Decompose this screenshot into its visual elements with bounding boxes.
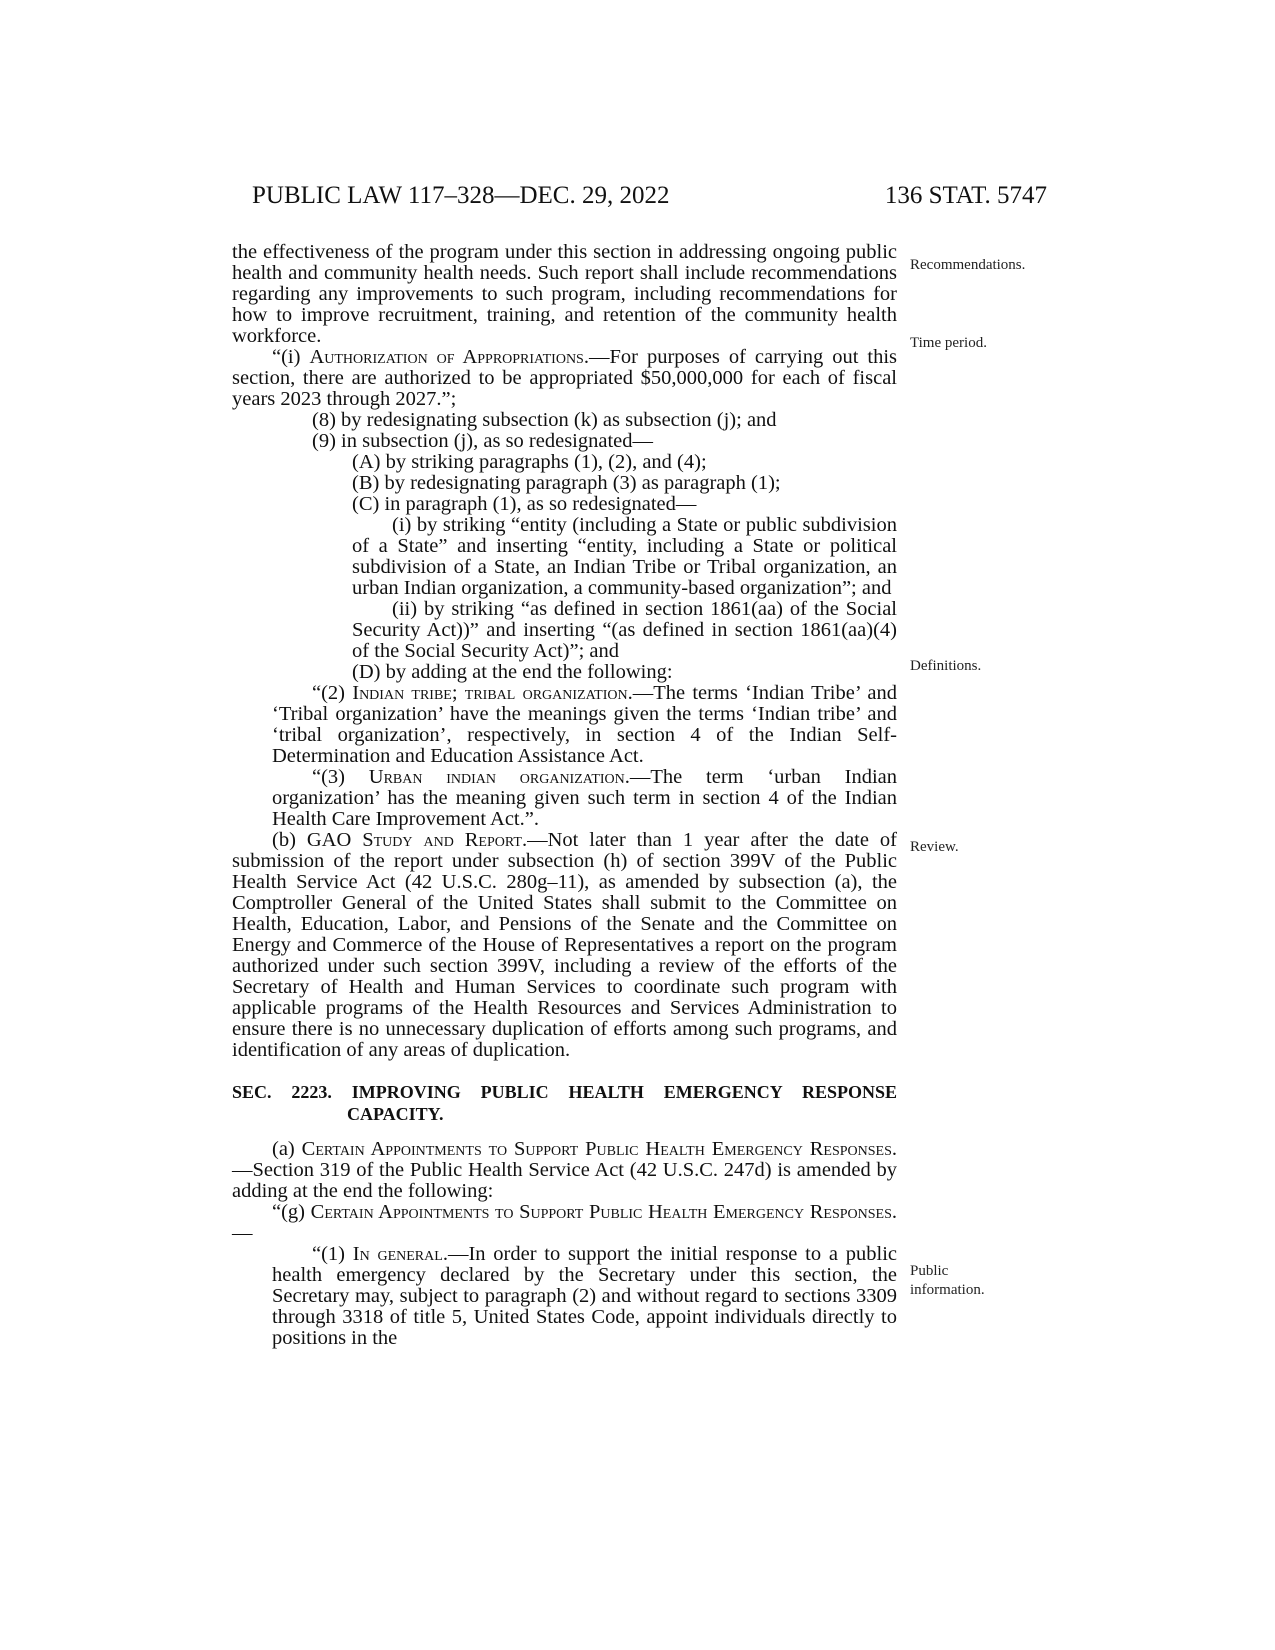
- paragraph-label: “(2): [312, 682, 353, 704]
- paragraph-heading: Study and Report: [362, 829, 522, 851]
- paragraph-heading: Certain Appointments to Support Public Health Emergency Responses: [310, 1201, 892, 1223]
- document-body: [232, 242, 897, 1349]
- definition-urban-indian-organization: [232, 767, 897, 830]
- paragraph-label: “(1): [312, 1243, 353, 1265]
- paragraph-label: (a): [272, 1138, 302, 1160]
- stat-page-number: 136 STAT. 5747: [884, 182, 1047, 209]
- clause-ii: (ii) by striking “as defined in section 1861(aa) of the Social Security Act))” and inserting “(as defined in section 1861(aa)(4) of the Social Security Act)”; and: [352, 598, 897, 662]
- paragraph-gao-study: [232, 830, 897, 1061]
- section-heading: SEC. 2223. IMPROVING PUBLIC HEALTH EMERGENCY RESPONSE CAPACITY.: [232, 1082, 897, 1124]
- paragraph-in-general: [232, 1244, 897, 1349]
- paragraph-text: .—Not later than 1 year after the date of submission of the report under subsection (h) of section 399V of the Public Health Service Act (42 U.S.C. 280g–11), as amended by subsection (a), the Comptroller General of the United States shall submit to the Committee on Health, Education, Labor, and Pensions of the Senate and the Committee on Energy and Commerce of the House of Representatives a report on the program authorized under such section 399V, including a review of the efforts of the Secretary of Health and Human Services to coordinate such program with applicable programs of the Health Resources and Services Administration to ensure there is no unnecessary duplication of efforts among such programs, and identification of any areas of duplication.: [232, 829, 897, 1061]
- paragraph-label: “(i): [272, 346, 310, 368]
- paragraph-heading: Certain Appointments to Support Public Health Emergency Responses: [301, 1138, 892, 1160]
- paragraph-8: (8) by redesignating subsection (k) as subsection (j); and: [312, 409, 777, 431]
- definition-indian-tribe: [232, 683, 897, 767]
- paragraph-heading: Urban indian organization: [368, 766, 625, 788]
- paragraph-text: .—The term ‘urban Indian organization’ has the meaning given such term in section 4 of the Indian Health Care Improvement Act.”.: [272, 766, 897, 830]
- paragraph-label: “(3): [312, 766, 369, 788]
- margin-note-review: Review.: [910, 839, 959, 855]
- paragraph-text: .—Section 319 of the Public Health Service Act (42 U.S.C. 247d) is amended by adding at the end the following:: [232, 1138, 897, 1202]
- subsection-g: [232, 1202, 897, 1244]
- paragraph-label: “(g): [272, 1201, 311, 1223]
- paragraph-text: .—For purposes of carrying out this section, there are authorized to be appropriated $50,000,000 for each of fiscal years 2023 through 2027.”;: [232, 346, 898, 410]
- subparagraph-b: (B) by redesignating paragraph (3) as paragraph (1);: [352, 472, 781, 494]
- subparagraph-c: (C) in paragraph (1), as so redesignated—: [352, 493, 697, 515]
- paragraph-text: .—: [232, 1201, 897, 1244]
- paragraph-9: (9) in subsection (j), as so redesignated—: [312, 430, 654, 452]
- margin-note-time-period: Time period.: [910, 335, 987, 351]
- margin-note-public-information: Public information.: [910, 1263, 985, 1298]
- paragraph-certain-appointments: [232, 1139, 897, 1202]
- paragraph-continuation: the effectiveness of the program under this section in addressing ongoing public health and community health needs. Such report shall include recommendations regarding any improvements to such program, including recommendations for how to improve recruitment, training, and retention of the community health workforce.: [232, 241, 897, 347]
- paragraph-heading: In general: [352, 1243, 443, 1265]
- margin-note-definitions: Definitions.: [910, 658, 982, 674]
- paragraph-authorization: [232, 347, 897, 410]
- subparagraph-a: (A) by striking paragraphs (1), (2), and (4);: [352, 451, 707, 473]
- margin-note-recommendations: Recommendations.: [910, 257, 1026, 273]
- paragraph-label: (b) GAO: [272, 829, 363, 851]
- public-law-title: PUBLIC LAW 117–328—DEC. 29, 2022: [252, 182, 670, 209]
- clause-i: (i) by striking “entity (including a State or public subdivision of a State” and inserting “entity, including a State or political subdivision of a State, an Indian Tribe or Tribal organization, an urban Indian organization, a community-based organization”; and: [352, 514, 897, 599]
- paragraph-heading: Authorization of Appropriations: [309, 346, 584, 368]
- running-header: [232, 182, 1047, 216]
- paragraph-text: .—The terms ‘Indian Tribe’ and ‘Tribal organization’ have the meanings given the terms ‘Indian tribe’ and ‘tribal organization’, respectively, in section 4 of the Indian Self-Determination and Education Assistance Act.: [272, 682, 897, 767]
- paragraph-text: .—In order to support the initial response to a public health emergency declared by the Secretary under this section, the Secretary may, subject to paragraph (2) and without regard to sections 3309 through 3318 of title 5, United States Code, appoint individuals directly to positions in the: [272, 1243, 897, 1349]
- subparagraph-d: (D) by adding at the end the following:: [352, 661, 673, 683]
- paragraph-heading: Indian tribe; tribal organization: [352, 682, 628, 704]
